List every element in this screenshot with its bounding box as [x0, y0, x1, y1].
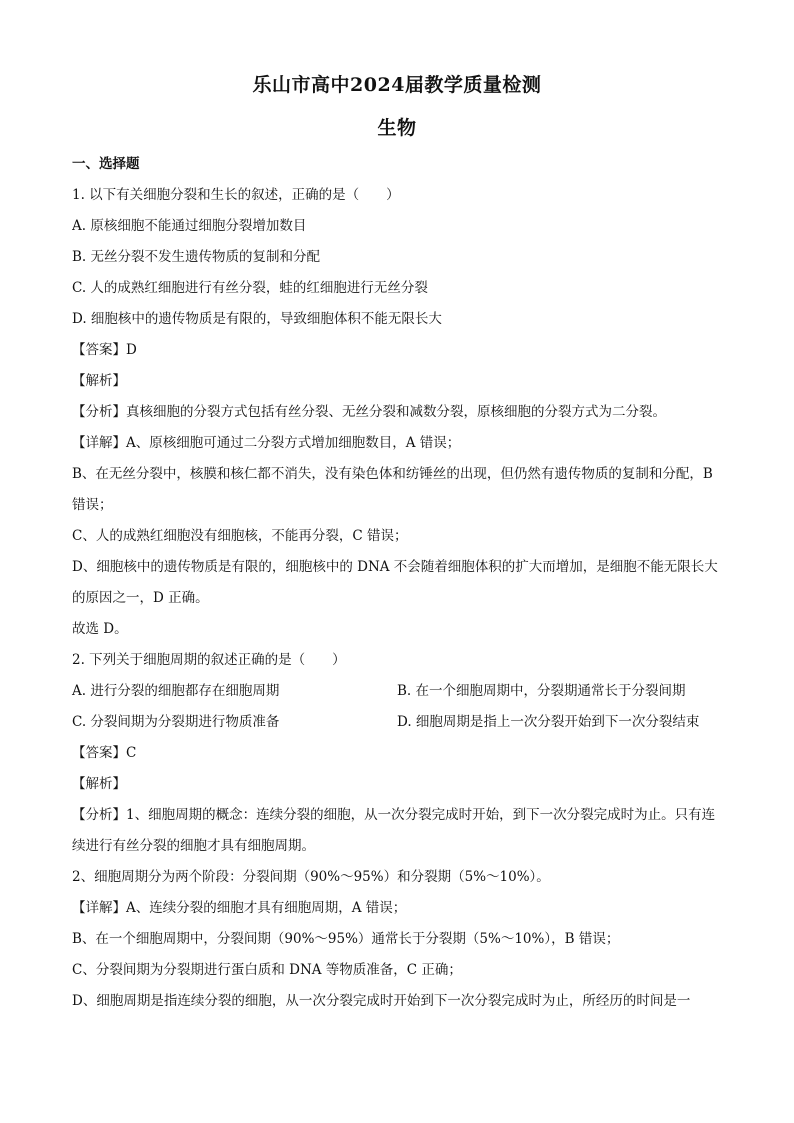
question-1-option-b: B. 无丝分裂不发生遗传物质的复制和分配: [72, 249, 321, 265]
question-2-option-b: B. 在一个细胞周期中，分裂期通常长于分裂间期: [397, 683, 686, 699]
question-1-detail-c: C、人的成熟红细胞没有细胞核，不能再分裂，C 错误；: [72, 528, 408, 544]
question-2-analysis-label: 【解析】: [72, 776, 126, 792]
question-2-options-row-1: [72, 676, 727, 707]
question-2-option-d: D. 细胞周期是指上一次分裂开始到下一次分裂结束: [397, 714, 700, 730]
question-1-analysis: 【分析】真核细胞的分裂方式包括有丝分裂、无丝分裂和减数分裂，原核细胞的分裂方式为二分裂。: [72, 404, 666, 420]
question-1-conclusion: 故选 D。: [72, 621, 128, 637]
question-2-answer: 【答案】C: [72, 745, 137, 761]
subject-title: 生物: [377, 117, 417, 139]
question-2-option-a: A. 进行分裂的细胞都存在细胞周期: [72, 683, 280, 699]
question-2-detail-d: D、细胞周期是指连续分裂的细胞，从一次分裂完成时开始到下一次分裂完成时为止，所经历的时间是一: [72, 993, 691, 1009]
question-2-detail-b: B、在一个细胞周期中，分裂间期（90%～95%）通常长于分裂期（5%～10%），B 错误；: [72, 931, 620, 947]
question-2-analysis-2: 2、细胞周期分为两个阶段：分裂间期（90%～95%）和分裂期（5%～10%）。: [72, 869, 550, 885]
question-1-option-a: A. 原核细胞不能通过细胞分裂增加数目: [72, 218, 307, 234]
question-1-detail-a: 【详解】A、原核细胞可通过二分裂方式增加细胞数目，A 错误；: [72, 435, 461, 451]
section-heading: 一、选择题: [72, 156, 140, 172]
question-2-analysis-1: 【分析】1、细胞周期的概念：连续分裂的细胞，从一次分裂完成时开始，到下一次分裂完成时为止。只有连续进行有丝分裂的细胞才具有细胞周期。: [72, 807, 716, 854]
question-2-option-c: C. 分裂间期为分裂期进行物质准备: [72, 714, 280, 730]
question-1-option-d: D. 细胞核中的遗传物质是有限的，导致细胞体积不能无限长大: [72, 311, 442, 327]
question-1-detail-b: B、在无丝分裂中，核膜和核仁都不消失，没有染色体和纺锤丝的出现，但仍然有遗传物质的复制和分配，B 错误；: [72, 466, 713, 513]
question-1-detail-d: D、细胞核中的遗传物质是有限的，细胞核中的 DNA 不会随着细胞体积的扩大而增加，是细胞不能无限长大的原因之一，D 正确。: [72, 559, 718, 606]
question-1-answer: 【答案】D: [72, 342, 137, 358]
question-2-stem: 2. 下列关于细胞周期的叙述正确的是（ ）: [72, 652, 346, 668]
question-1-analysis-label: 【解析】: [72, 373, 126, 389]
question-2-detail-a: 【详解】A、连续分裂的细胞才具有细胞周期，A 错误；: [72, 900, 407, 916]
document-title: 乐山市高中2024届教学质量检测: [252, 74, 542, 96]
question-2-detail-c: C、分裂间期为分裂期进行蛋白质和 DNA 等物质准备，C 正确；: [72, 962, 462, 978]
question-1-option-c: C. 人的成熟红细胞进行有丝分裂，蛙的红细胞进行无丝分裂: [72, 280, 428, 296]
question-2-options-row-2: [72, 707, 727, 738]
question-1-stem: 1. 以下有关细胞分裂和生长的叙述，正确的是（ ）: [72, 187, 400, 203]
document-body: [72, 149, 727, 1017]
